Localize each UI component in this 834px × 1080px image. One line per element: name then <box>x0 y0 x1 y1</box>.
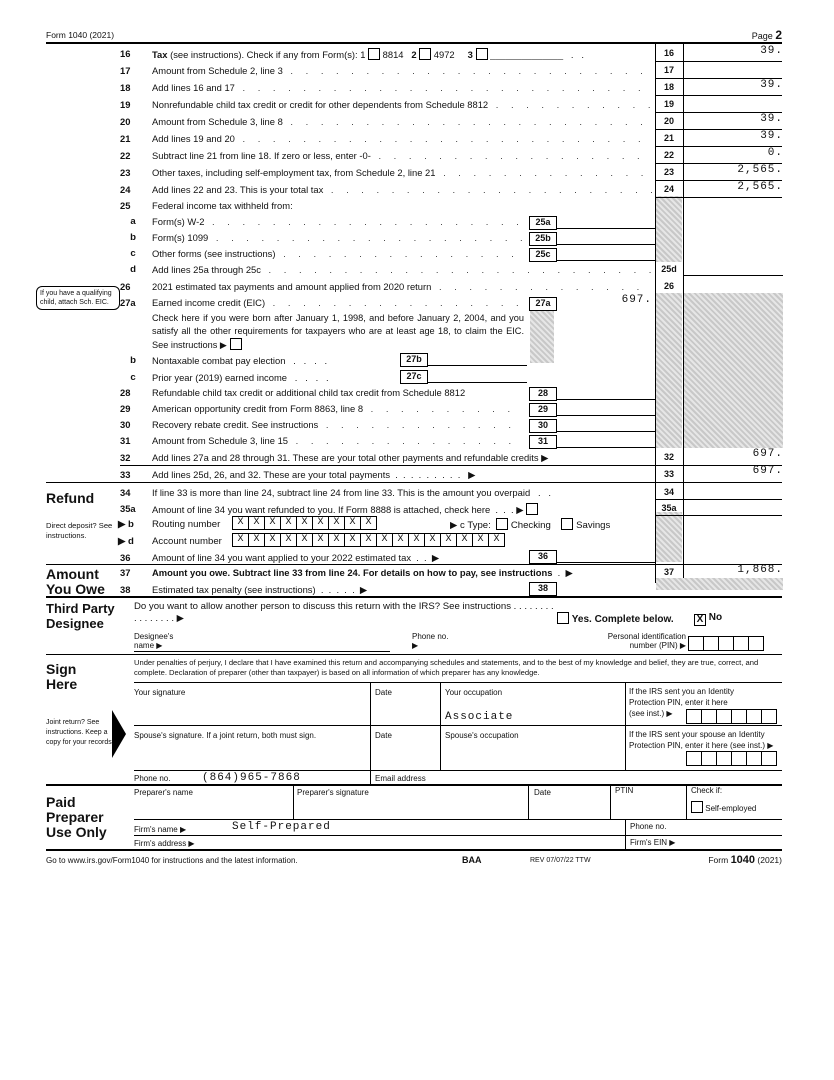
phone-label: Phone no. <box>134 774 171 783</box>
box-label: 25c <box>529 248 557 262</box>
preparer-signature-label: Preparer's signature <box>297 788 369 797</box>
line-number: 26 <box>120 281 131 292</box>
line-31-text: Amount from Schedule 3, line 15 . . . <box>152 435 522 446</box>
digit-box[interactable]: X <box>393 533 409 547</box>
digit-box[interactable]: X <box>281 533 297 547</box>
sign-here-heading: Sign Here <box>46 661 78 692</box>
third-party-heading: Third Party Designee <box>46 601 115 631</box>
line-25a-text: Form(s) W-2 . . . <box>152 216 522 227</box>
box-label: 23 <box>663 167 674 177</box>
box-label: 27b <box>400 353 428 367</box>
digit-box[interactable]: X <box>361 516 377 530</box>
line-21-amount[interactable]: 39. <box>760 130 783 142</box>
digit-box[interactable]: X <box>265 516 281 530</box>
line-number: 19 <box>120 99 131 110</box>
line-27b-text: Nontaxable combat pay election . . . . <box>152 355 328 366</box>
digit-box[interactable]: X <box>297 533 313 547</box>
form-4972-checkbox[interactable] <box>419 48 431 60</box>
line-33-amount[interactable]: 697. <box>752 465 783 477</box>
direct-deposit-note: Direct deposit? See instructions. <box>46 521 113 540</box>
line-number: 20 <box>120 116 131 127</box>
digit-box[interactable]: X <box>361 533 377 547</box>
line-number: 31 <box>120 435 131 446</box>
box-label: 22 <box>663 150 674 160</box>
footer-rev: REV 07/07/22 TTW <box>530 857 591 864</box>
box-label: 30 <box>529 419 557 433</box>
box-label: 17 <box>663 65 674 75</box>
line-letter: d <box>130 264 136 275</box>
digit-box[interactable]: X <box>329 533 345 547</box>
line-25c-amount[interactable] <box>556 260 655 261</box>
line-number: 21 <box>120 133 131 144</box>
line-25d-text: Add lines 25a through 25c . . . <box>152 264 652 275</box>
line-27c-text: Prior year (2019) earned income . . . . <box>152 372 329 383</box>
form-8888-checkbox[interactable] <box>526 503 538 515</box>
firm-address-label: Firm's address ▶ <box>134 839 195 848</box>
line-29-text: American opportunity credit from Form 8863, line 8 . . . <box>152 403 522 414</box>
digit-box[interactable]: X <box>297 516 313 530</box>
ptin-label: PTIN <box>615 786 634 795</box>
form-label: Form 1040 (2021) <box>46 30 115 40</box>
line-31-amount[interactable] <box>556 447 655 448</box>
line-30-amount[interactable] <box>556 431 655 432</box>
box-label: 25b <box>529 232 557 246</box>
digit-box[interactable]: X <box>265 533 281 547</box>
digit-box[interactable]: X <box>425 533 441 547</box>
line-number: 22 <box>120 150 131 161</box>
box-label: 21 <box>663 133 674 143</box>
line-25c-text: Other forms (see instructions) . . . <box>152 248 522 259</box>
line-32-amount[interactable]: 697. <box>752 448 783 460</box>
shaded-cell <box>656 196 682 262</box>
line-number: 30 <box>120 419 131 430</box>
eic-check-text: Check here if you were born after January 1, 1998, and before January 2, 2004, and you satisfy all the other requirements for taxpayers who are at least age 18, to claim the EIC. See instructions ▶ <box>152 313 524 350</box>
spouse-pin-field[interactable] <box>686 751 777 766</box>
line-22-text: Subtract line 21 from line 18. If zero or less, enter -0- . . . <box>152 150 652 161</box>
occupation-label: Your occupation <box>445 688 503 697</box>
footer-baa: BAA <box>462 855 482 865</box>
line-25-text: Federal income tax withheld from: <box>152 200 293 211</box>
digit-box[interactable]: X <box>457 533 473 547</box>
digit-box[interactable]: X <box>377 533 393 547</box>
line-number: 27a <box>120 297 136 308</box>
paid-preparer-heading: Paid Preparer Use Only <box>46 794 107 840</box>
line-32-text: Add lines 27a and 28 through 31. These are your total other payments and refundable credits ▶ <box>152 452 549 463</box>
line-33-text: Add lines 25d, 26, and 32. These are your total payments . . . . . . . . . ▶ <box>152 469 476 480</box>
shaded-cell <box>656 578 783 590</box>
line-35a-text: Amount of line 34 you want refunded to you. If Form 8888 is attached, check here . . . ▶ <box>152 503 652 516</box>
line-21-text: Add lines 19 and 20 . . . <box>152 133 652 144</box>
line-25d-amount[interactable] <box>683 262 783 276</box>
designee-pin-field[interactable] <box>688 636 764 651</box>
line-27c-amount[interactable] <box>427 382 527 383</box>
digit-box[interactable]: X <box>281 516 297 530</box>
line-number: 17 <box>120 65 131 76</box>
box-label: 27a <box>529 297 557 311</box>
shaded-cell <box>656 293 682 448</box>
firm-name-value[interactable]: Self-Prepared <box>232 821 331 833</box>
your-signature-label: Your signature <box>134 688 186 697</box>
digit-box[interactable]: X <box>473 533 489 547</box>
line-34-text: If line 33 is more than line 24, subtract line 24 from line 33. This is the amount you overpaid . . <box>152 487 552 498</box>
form-other-checkbox[interactable] <box>476 48 488 60</box>
line-number: 25 <box>120 200 131 211</box>
line-27a-amount[interactable]: 697. <box>621 294 652 306</box>
line-letter: c <box>130 248 136 259</box>
designee-name-field[interactable] <box>134 651 390 652</box>
page-number: Page 2 <box>751 28 782 42</box>
box-label: 16 <box>663 48 674 58</box>
account-type: ▶ c Type: Checking Savings <box>450 520 611 531</box>
box-label: 27c <box>400 370 428 384</box>
spouse-pin-label: If the IRS sent your spouse an Identity Protection PIN, enter it here (see inst.) ▶ <box>629 730 774 750</box>
line-37-amount[interactable]: 1,868. <box>737 564 783 576</box>
line-number: 18 <box>120 82 131 93</box>
box-label: 28 <box>529 387 557 401</box>
line-24-amount[interactable]: 2,565. <box>737 181 783 193</box>
line-number: 29 <box>120 403 131 414</box>
savings-checkbox[interactable] <box>561 518 573 530</box>
line-18-amount[interactable]: 39. <box>760 79 783 91</box>
line-37-text: Amount you owe. Subtract line 33 from line 24. For details on how to pay, see instructions . ▶ <box>152 567 573 578</box>
shaded-cell <box>684 293 783 448</box>
owe-heading: Amount You Owe <box>46 566 105 597</box>
box-label: 25d <box>661 264 677 274</box>
line-letter: a <box>130 216 136 227</box>
digit-box[interactable]: X <box>249 533 265 547</box>
digit-box[interactable]: X <box>329 516 345 530</box>
line-18-text: Add lines 16 and 17 . . . <box>152 82 652 93</box>
perjury-statement: Under penalties of perjury, I declare that I have examined this return and accompanying schedules and statements, and to the best of my knowledge and belief, they are true, correct, and complete. Declaration of preparer (other than taxpayer) is based on all information of which preparer has any knowledge. <box>134 658 759 677</box>
line-16-amount[interactable]: 39. <box>760 45 783 57</box>
ip-pin-field[interactable] <box>686 709 777 724</box>
digit-box[interactable]: X <box>313 516 329 530</box>
box-label: 26 <box>663 281 674 291</box>
line-38-text: Estimated tax penalty (see instructions) . . . . . ▶ <box>152 584 368 595</box>
digit-box[interactable]: X <box>489 533 505 547</box>
designee-question: Do you want to allow another person to discuss this return with the IRS? See instructions . . . . . . . . . . . . . . . . ▶ <box>134 601 554 624</box>
box-label: 24 <box>663 184 674 194</box>
account-label: Account number <box>152 536 222 547</box>
digit-box[interactable]: X <box>232 533 249 547</box>
designee-phone-label: Phone no. ▶ <box>412 632 449 650</box>
joint-return-note: Joint return? See instructions. Keep a copy for your records. <box>46 719 114 746</box>
preparer-name-label: Preparer's name <box>134 788 193 797</box>
designee-no-checkbox[interactable]: X <box>694 614 706 626</box>
phone-value[interactable]: (864)965-7868 <box>202 772 301 784</box>
refund-heading: Refund <box>46 490 95 506</box>
routing-label: Routing number <box>152 519 221 530</box>
digit-box[interactable]: X <box>345 533 361 547</box>
firm-name-label: Firm's name ▶ <box>134 825 187 834</box>
line-25b-text: Form(s) 1099 . . . <box>152 232 522 243</box>
shaded-cell <box>656 512 682 562</box>
box-label: 18 <box>663 82 674 92</box>
line-19-text: Nonrefundable child tax credit or credit for other dependents from Schedule 8812 . . . <box>152 99 652 110</box>
digit-box[interactable]: X <box>313 533 329 547</box>
line-27b-amount[interactable] <box>427 365 527 366</box>
firm-ein-label: Firm's EIN ▶ <box>630 838 676 847</box>
line-25b-amount[interactable] <box>556 244 655 245</box>
line-letter: b <box>130 232 136 243</box>
checking-checkbox[interactable] <box>496 518 508 530</box>
occupation-value[interactable]: Associate <box>445 711 514 723</box>
account-number-field[interactable] <box>232 533 505 547</box>
line-22-amount[interactable]: 0. <box>767 147 783 159</box>
line-number: 16 <box>120 48 131 59</box>
email-label: Email address <box>375 774 426 783</box>
sign-arrow-icon <box>112 710 126 758</box>
box-label: 25a <box>529 216 557 230</box>
line-28-text: Refundable child tax credit or additional child tax credit from Schedule 8812 <box>152 387 466 398</box>
digit-box[interactable]: X <box>441 533 457 547</box>
digit-box[interactable]: X <box>232 516 249 530</box>
spouse-occupation-label: Spouse's occupation <box>445 731 519 740</box>
box-label: 20 <box>663 116 674 126</box>
line-23-amount[interactable]: 2,565. <box>737 164 783 176</box>
line-20-amount[interactable]: 39. <box>760 113 783 125</box>
line-number: 23 <box>120 167 131 178</box>
form-8814-checkbox[interactable] <box>368 48 380 60</box>
designee-pin-label: Personal identification number (PIN) ▶ <box>607 632 686 650</box>
line-36-amount[interactable] <box>556 562 655 563</box>
digit-box[interactable]: X <box>249 516 265 530</box>
designee-yes-checkbox[interactable] <box>557 612 569 624</box>
line-number: 28 <box>120 387 131 398</box>
line-36-text: Amount of line 34 you want applied to your 2022 estimated tax . . ▶ <box>152 552 440 563</box>
line-17-text: Amount from Schedule 2, line 3 . . . <box>152 65 652 76</box>
footer-form-label: Form 1040 (2021) <box>708 854 782 866</box>
routing-number-field[interactable] <box>232 516 377 530</box>
ip-pin-label: If the IRS sent you an Identity Protection PIN, enter it here (see inst.) ▶ <box>629 687 734 718</box>
eic-age-checkbox[interactable] <box>230 338 242 350</box>
line-29-amount[interactable] <box>556 415 655 416</box>
box-label: 31 <box>529 435 557 449</box>
header-rule <box>46 42 782 44</box>
digit-box[interactable]: X <box>409 533 425 547</box>
line-28-amount[interactable] <box>556 399 655 400</box>
line-24-text: Add lines 22 and 23. This is your total tax . . . <box>152 184 652 195</box>
digit-box[interactable]: X <box>345 516 361 530</box>
designee-name-label: Designee's name ▶ <box>134 632 174 650</box>
line-26-text: 2021 estimated tax payments and amount applied from 2020 return . . . <box>152 281 652 292</box>
line-27a-text: Earned income credit (EIC) . . . <box>152 297 522 308</box>
self-employed-checkbox[interactable] <box>691 801 703 813</box>
box-label: 29 <box>529 403 557 417</box>
box-label: 19 <box>663 99 674 109</box>
footer-instructions: Go to www.irs.gov/Form1040 for instructions and the latest information. <box>46 856 298 865</box>
line-25a-amount[interactable] <box>556 228 655 229</box>
line-30-text: Recovery rebate credit. See instructions . . . <box>152 419 522 430</box>
eic-side-note: If you have a qualifying child, attach Sch. EIC. <box>36 286 120 310</box>
spouse-signature-label: Spouse's signature. If a joint return, both must sign. <box>134 731 317 740</box>
line-16-text: Tax (see instructions). Check if any from Form(s): 1 8814 2 4972 3 ______________ . . <box>152 49 584 60</box>
line-20-text: Amount from Schedule 3, line 8 . . . <box>152 116 652 127</box>
line-number: 24 <box>120 184 131 195</box>
line-23-text: Other taxes, including self-employment tax, from Schedule 2, line 21 . . . <box>152 167 652 178</box>
